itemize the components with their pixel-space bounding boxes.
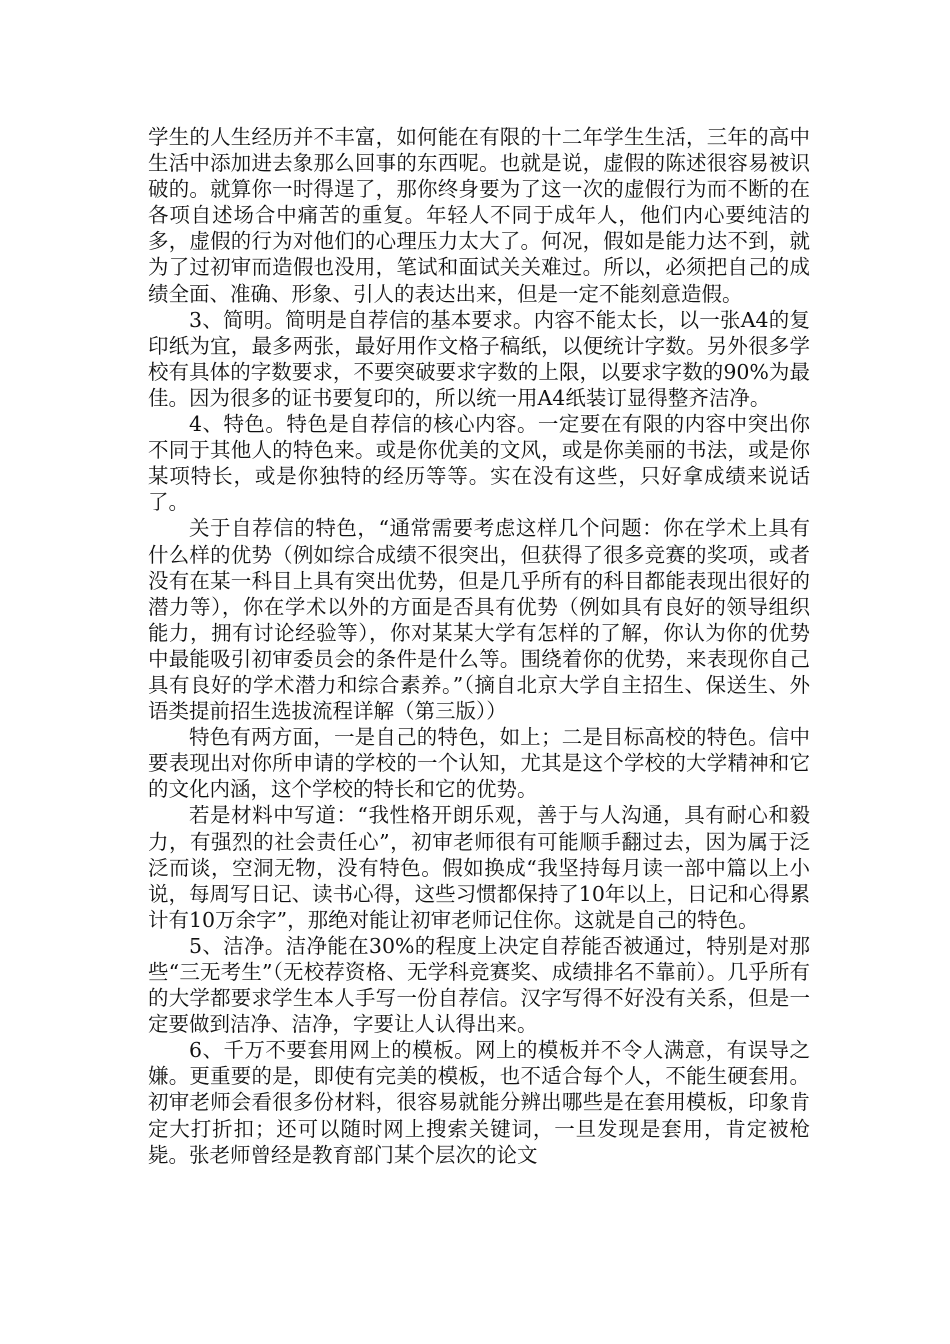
paragraph-4-quote: 关于自荐信的特色，“通常需要考虑这样几个问题：你在学术上具有什么样的优势（例如综合成绩不很突出，但获得了很多竞赛的奖项，或者没有在某一科目上具有突出优势，但是几乎所有的科目都能表现出很好的潜力等），你在学术以外的方面是否具有优势（例如具有良好的领导组织能力，拥有讨论经验等），你对某某大学有怎样的了解，你认为你的优势中最能吸引初审委员会的条件是什么等。围绕着你的优势，来表现你自己具有良好的学术潜力和综合素养。”（摘自北京大学自主招生、保送生、外语类提前招生选拔流程详解（第三版）） — [148, 516, 810, 724]
document-body — [148, 124, 810, 1168]
paragraph-5-two-aspects: 特色有两方面，一是自己的特色，如上；二是目标高校的特色。信中要表现出对你所申请的学校的一个认知，尤其是这个学校的大学精神和它的文化内涵，这个学校的特长和它的优势。 — [148, 725, 810, 802]
paragraph-2-concise: 3、简明。简明是自荐信的基本要求。内容不能太长，以一张A4的复印纸为宜，最多两张，最好用作文格子稿纸，以便统计字数。另外很多学校有具体的字数要求，不要突破要求字数的上限，以要求字数的90%为最佳。因为很多的证书要复印的，所以统一用A4纸装订显得整齐洁净。 — [148, 307, 810, 410]
paragraph-6-example: 若是材料中写道：“我性格开朗乐观，善于与人沟通，具有耐心和毅力，有强烈的社会责任心”，初审老师很有可能顺手翻过去，因为属于泛泛而谈，空洞无物，没有特色。假如换成“我坚持每月读一部中篇以上小说，每周写日记、读书心得，这些习惯都保持了10年以上，日记和心得累计有10万余字”，那绝对能让初审老师记住你。这就是自己的特色。 — [148, 803, 810, 932]
paragraph-1: 学生的人生经历并不丰富，如何能在有限的十二年学生生活，三年的高中生活中添加进去象那么回事的东西呢。也就是说，虚假的陈述很容易被识破的。就算你一时得逞了，那你终身要为了这一次的虚假行为而不断的在各项自述场合中痛苦的重复。年轻人不同于成年人，他们内心要纯洁的多，虚假的行为对他们的心理压力太大了。何况，假如是能力达不到，就为了过初审而造假也没用，笔试和面试关关难过。所以，必须把自己的成绩全面、准确、形象、引人的表达出来，但是一定不能刻意造假。 — [148, 125, 810, 306]
paragraph-7-clean: 5、洁净。洁净能在30%的程度上决定自荐能否被通过，特别是对那些“三无考生”（无校荐资格、无学科竞赛奖、成绩排名不靠前）。几乎所有的大学都要求学生本人手写一份自荐信。汉字写得不好没有关系，但是一定要做到洁净、洁净，字要让人认得出来。 — [148, 933, 810, 1037]
paragraph-8-templates: 6、千万不要套用网上的模板。网上的模板并不令人满意，有误导之嫌。更重要的是，即使有完美的模板，也不适合每个人，不能生硬套用。初审老师会看很多份材料，很容易就能分辨出哪些是在套用模板，印象肯定大打折扣；还可以随时网上搜索关键词，一旦发现是套用，肯定被枪毙。张老师曾经是教育部门某个层次的论文 — [148, 1038, 810, 1167]
paragraph-3-features: 4、特色。特色是自荐信的核心内容。一定要在有限的内容中突出你不同于其他人的特色来。或是你优美的文风，或是你美丽的书法，或是你某项特长，或是你独特的经历等等。实在没有这些，只好拿成绩来说话了。 — [148, 412, 810, 515]
